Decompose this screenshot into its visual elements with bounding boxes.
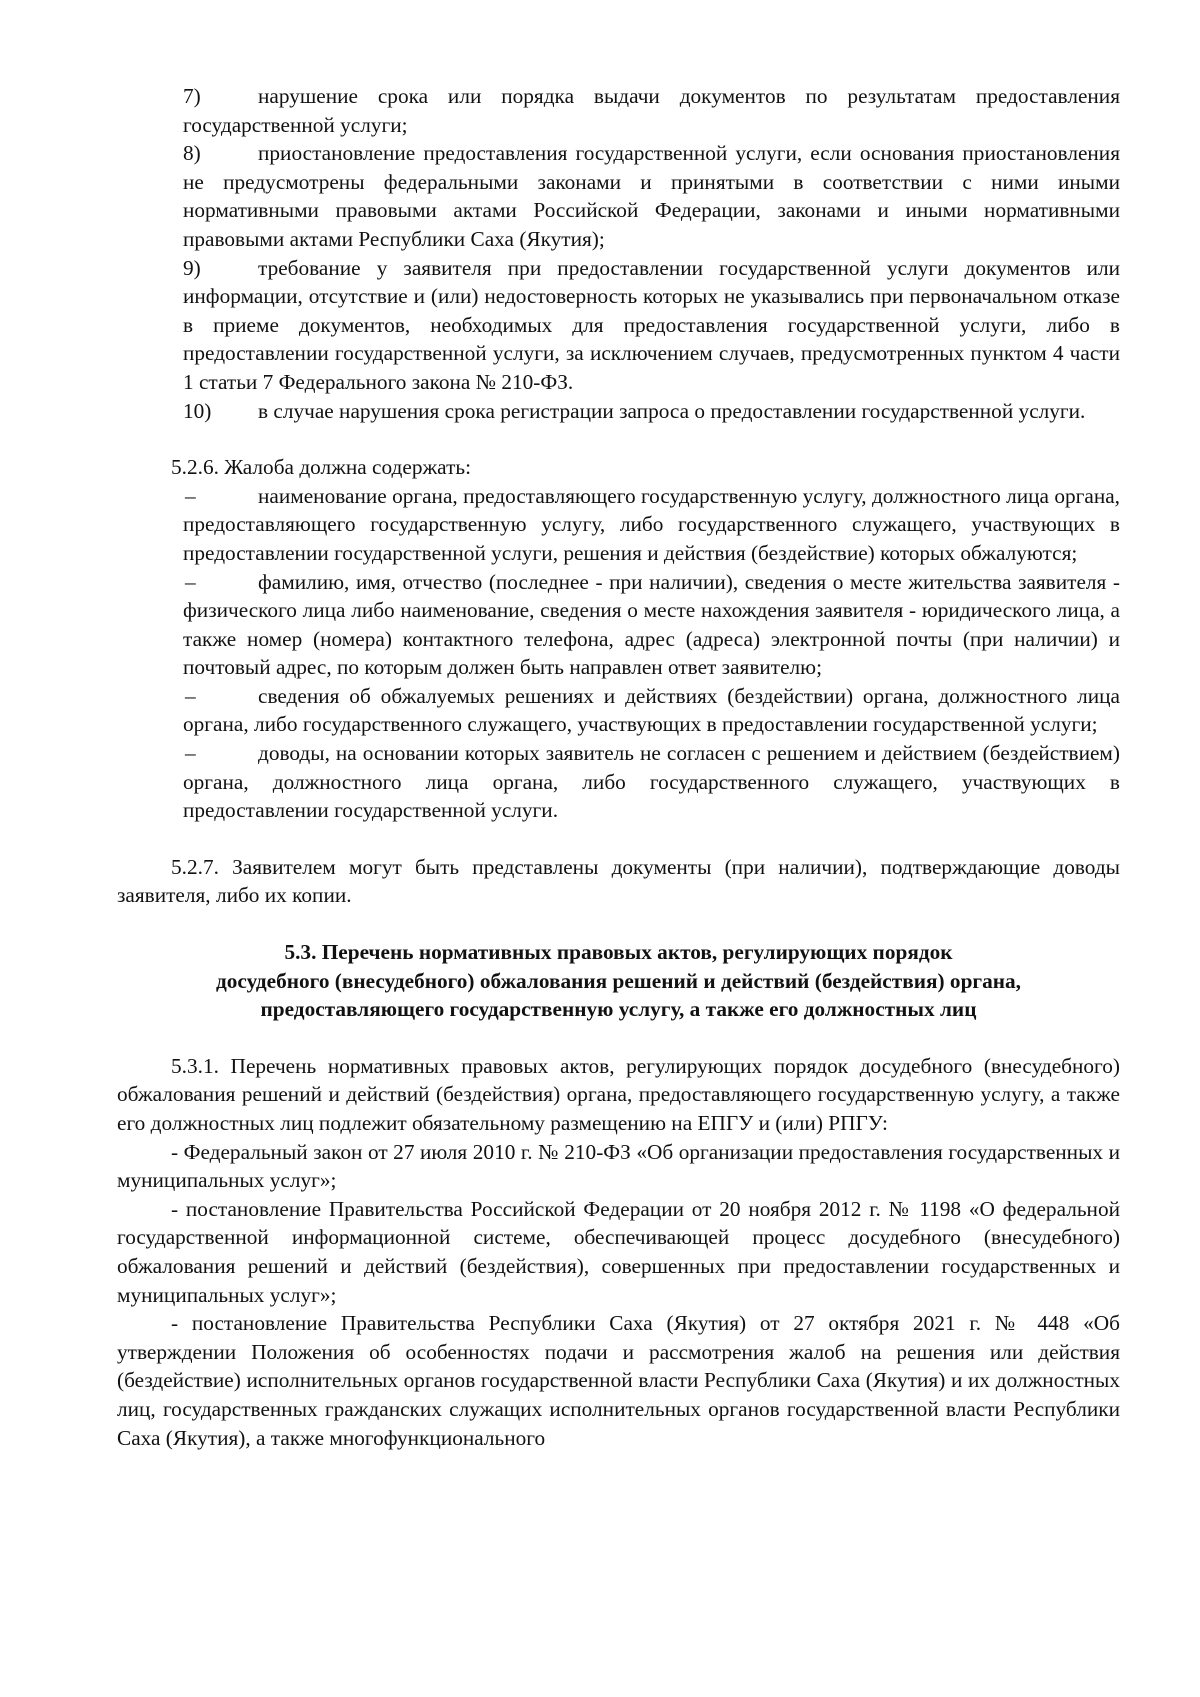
- dash-marker: –: [185, 741, 196, 766]
- heading-line: досудебного (внесудебного) обжалования решений и действий (бездействия) органа,: [215, 968, 1021, 993]
- list-item-9: [117, 254, 1120, 397]
- section-5-3-1: 5.3.1. Перечень нормативных правовых актов, регулирующих порядок досудебного (внесудебного) обжалования решений и действий (бездействия) органа, предоставляющего государственную услугу, а также его должностных лиц подлежит обязательному размещению на ЕПГУ и (или) РПГУ:: [117, 1053, 1120, 1135]
- dash-marker: –: [185, 569, 196, 594]
- item-number: 9): [183, 255, 201, 280]
- item-number: 10): [183, 398, 212, 423]
- item-text: в случае нарушения срока регистрации запроса о предоставлении государственной услуги.: [258, 398, 1086, 423]
- bullet-text: наименование органа, предоставляющего государственную услугу, должностного лица органа, предоставляющего государственную услугу, либо государственного служащего, участвующих в предоставлении государственной услуги, решения и действия (бездействие) которых обжалуются;: [183, 483, 1120, 565]
- bullet-item: [117, 568, 1120, 682]
- act-item: - постановление Правительства Республики Саха (Якутия) от 27 октября 2021 г. № 448 «Об утверждении Положения об особенностях подачи и рассмотрения жалоб на решения или действия (бездействие) исполнительных органов государственной власти Республики Саха (Якутия) и их должностных лиц, государственных гражданских служащих исполнительных органов государственной власти Республики Саха (Якутия), а также многофункционального: [117, 1311, 1120, 1450]
- bullet-item: [117, 739, 1120, 825]
- bullet-text: доводы, на основании которых заявитель не согласен с решением и действием (бездействием) органа, должностного лица органа, либо государственного служащего, участвующих в предоставлении государственной услуги.: [183, 741, 1120, 823]
- spacer: [117, 425, 1120, 453]
- section-heading-5-3: [117, 938, 1120, 1024]
- bullet-text: сведения об обжалуемых решениях и действиях (бездействии) органа, должностного лица органа, либо государственного служащего, участвующих в предоставлении государственной услуги;: [183, 683, 1120, 737]
- list-item-10: [117, 397, 1120, 426]
- item-number: 7): [183, 84, 201, 108]
- heading-line: предоставляющего государственную услугу, а также его должностных лиц: [260, 997, 977, 1022]
- item-number: 8): [183, 141, 201, 166]
- bullet-text: фамилию, имя, отчество (последнее - при наличии), сведения о месте жительства заявителя - физического лица либо наименование, сведения о месте нахождения заявителя - юридического лица, а также номер (номера) контактного телефона, адрес (адреса) электронной почты (при наличии) и почтовый адрес, по которым должен быть направлен ответ заявителю;: [183, 569, 1120, 680]
- item-text: нарушение срока или порядка выдачи документов по результатам предоставления государственной услуги;: [183, 84, 1120, 137]
- item-text: приостановление предоставления государственной услуги, если основания приостановления не предусмотрены федеральными законами и принятыми в соответствии с ними иными нормативными правовыми актами Российской Федерации, законами и иными нормативными правовыми актами Республики Саха (Якутия);: [183, 141, 1120, 251]
- list-item-7: [117, 82, 1120, 139]
- section-5-2-6-intro: 5.2.6. Жалоба должна содержать:: [171, 455, 472, 480]
- dash-marker: –: [185, 683, 196, 708]
- spacer: [117, 825, 1120, 853]
- item-text: требование у заявителя при предоставлении государственной услуги документов или информации, отсутствие и (или) недостоверность которых не указывались при первоначальном отказе в приеме документов, необходимых для предоставления государственной услуги, либо в предоставлении государственной услуги, за исключением случаев, предусмотренных пунктом 4 части 1 статьи 7 Федерального закона № 210-ФЗ.: [183, 255, 1120, 394]
- section-5-2-7: 5.2.7. Заявителем могут быть представлены документы (при наличии), подтверждающие доводы заявителя, либо их копии.: [117, 854, 1120, 908]
- bullet-item: [117, 682, 1120, 739]
- spacer: [117, 910, 1120, 938]
- bullet-item: [117, 482, 1120, 568]
- list-item-8: [117, 139, 1120, 253]
- dash-marker: –: [185, 483, 196, 508]
- act-item: - постановление Правительства Российской Федерации от 20 ноября 2012 г. № 1198 «О федеральной государственной информационной системе, обеспечивающей процесс досудебного (внесудебного) обжалования решений и действий (бездействия), совершенных при предоставлении государственных и муниципальных услуг»;: [117, 1196, 1120, 1307]
- heading-line: 5.3. Перечень нормативных правовых актов, регулирующих порядок: [284, 940, 953, 965]
- spacer: [117, 1024, 1120, 1052]
- act-item: - Федеральный закон от 27 июля 2010 г. № 210-ФЗ «Об организации предоставления государственных и муниципальных услуг»;: [117, 1139, 1120, 1193]
